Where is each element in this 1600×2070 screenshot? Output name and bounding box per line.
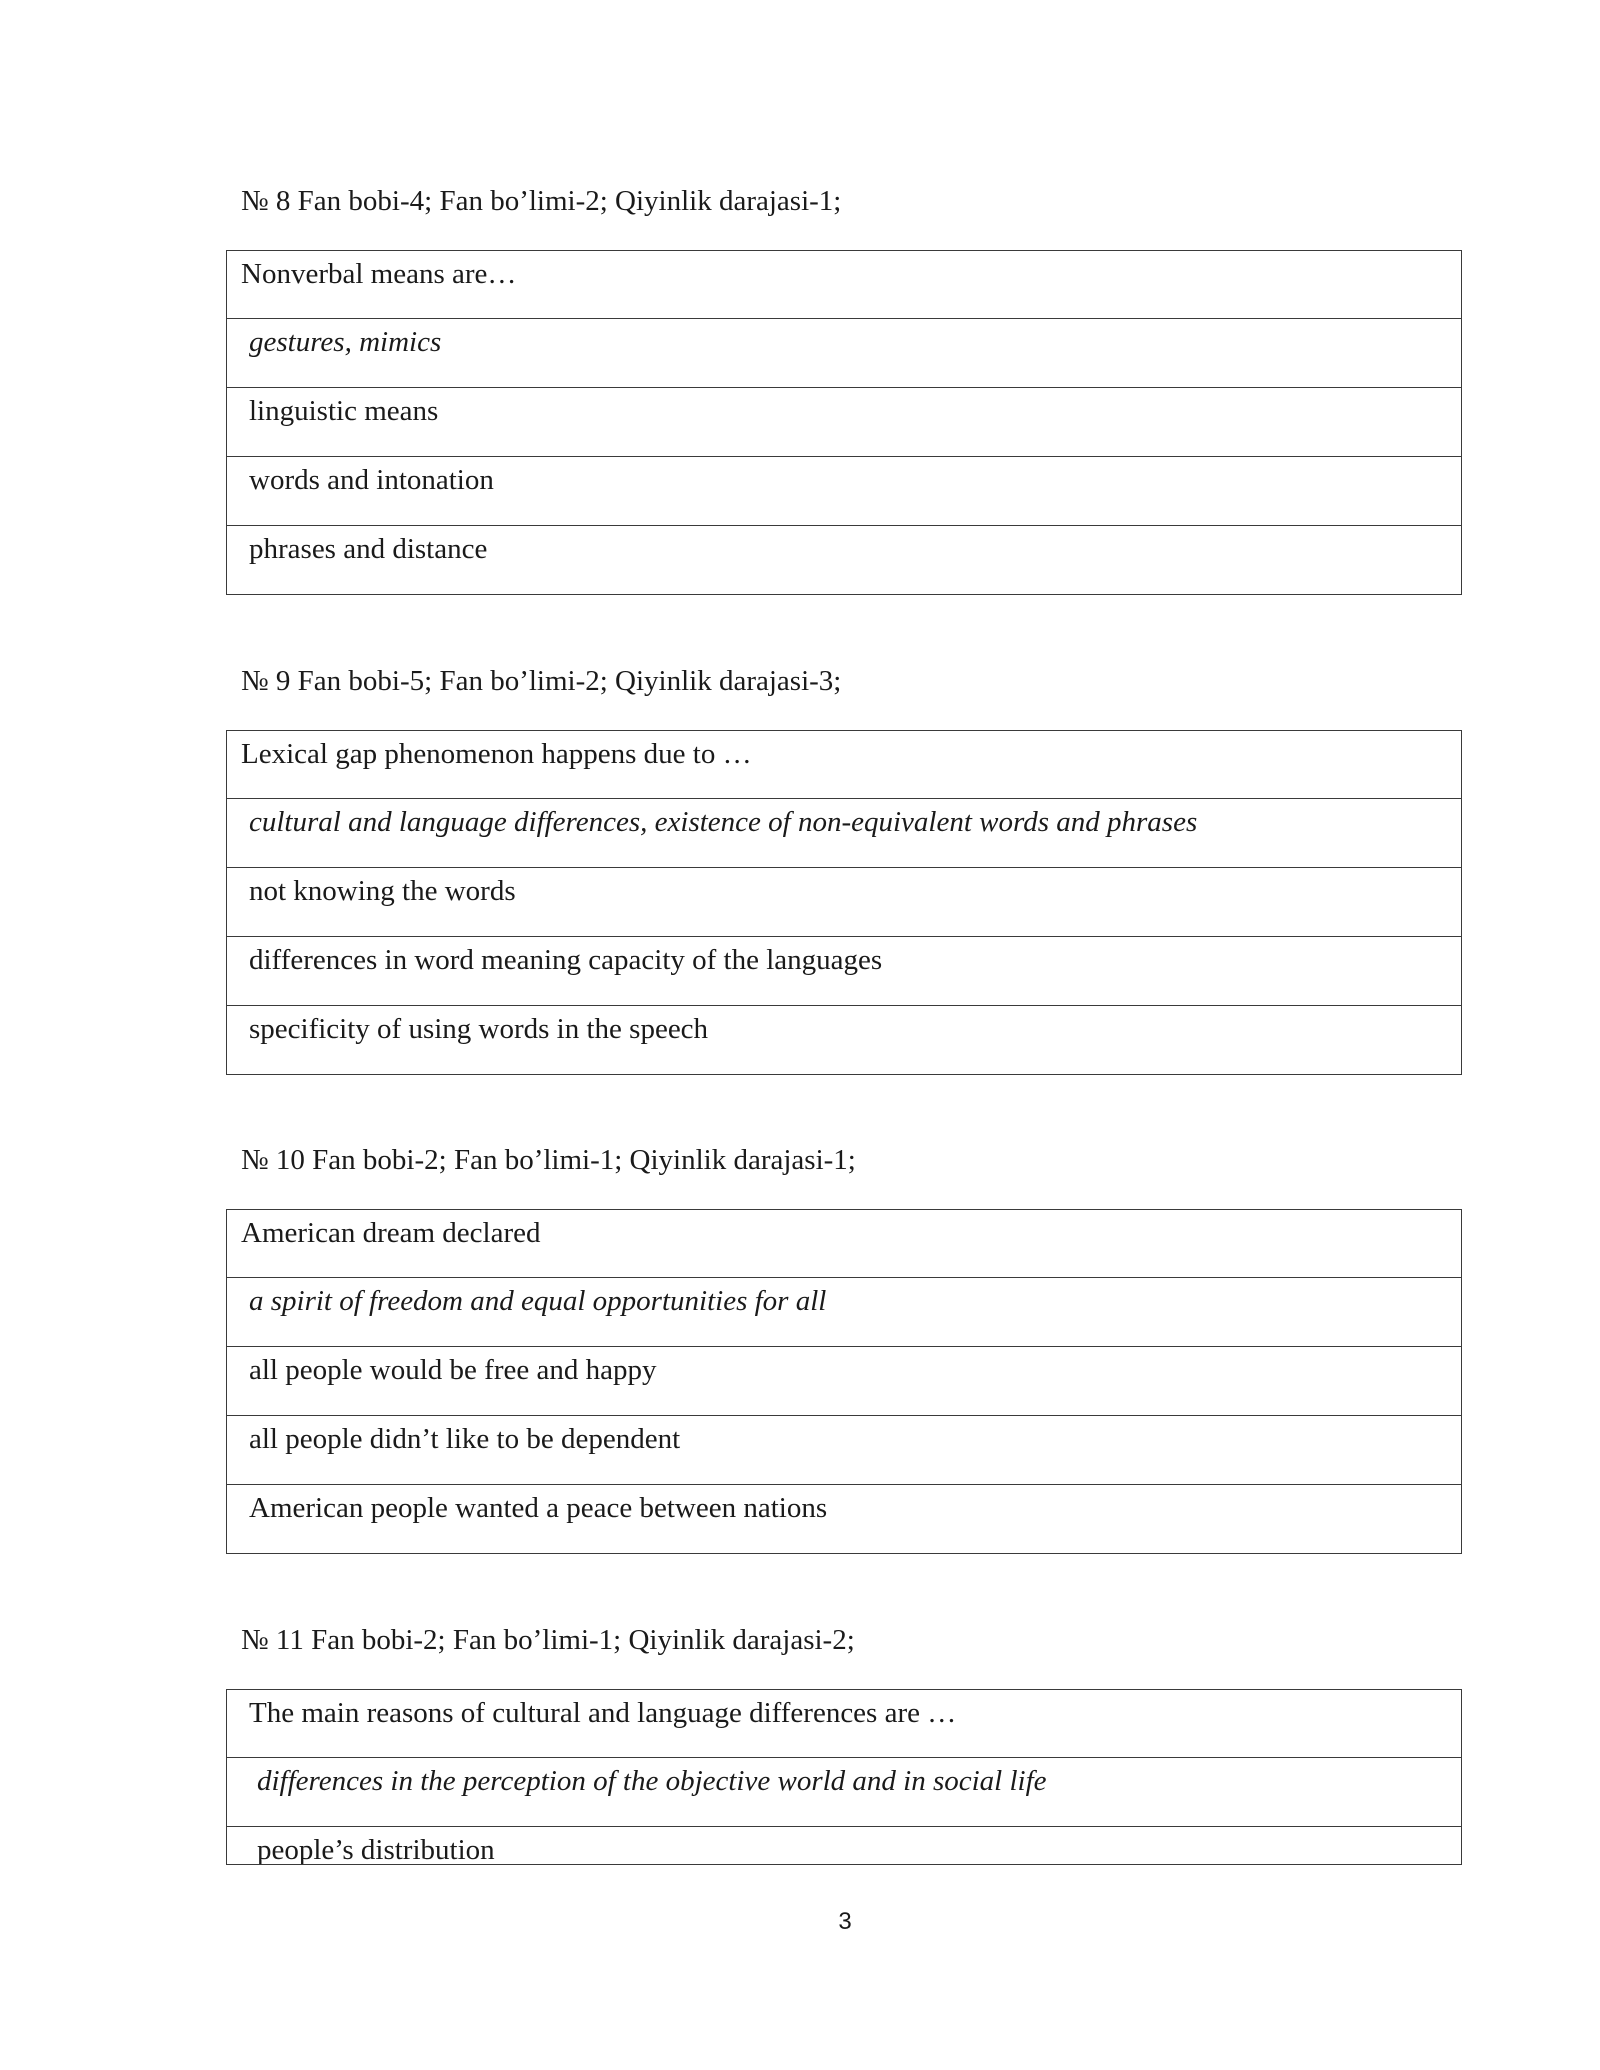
answer-option-cell <box>226 1347 1462 1416</box>
answer-option-cell <box>226 1485 1462 1554</box>
answer-option-cell <box>226 1006 1462 1075</box>
question-header: № 11 Fan bobi-2; Fan bo’limi-1; Qiyinlik darajasi-2; <box>241 1624 855 1656</box>
question-text-cell <box>226 1209 1462 1278</box>
question-header: № 8 Fan bobi-4; Fan bo’limi-2; Qiyinlik darajasi-1; <box>241 185 842 217</box>
answer-option-cell <box>226 868 1462 937</box>
correct-answer-cell <box>226 319 1462 388</box>
question-text: Nonverbal means are… <box>241 258 517 290</box>
answer-option: people’s distribution <box>257 1834 495 1865</box>
answer-option: phrases and distance <box>249 533 488 565</box>
answer-option: specificity of using words in the speech <box>249 1013 709 1045</box>
answer-option: words and intonation <box>249 464 494 496</box>
answer-option-cell <box>226 1416 1462 1485</box>
question-header: № 9 Fan bobi-5; Fan bo’limi-2; Qiyinlik darajasi-3; <box>241 665 842 697</box>
correct-answer-cell <box>226 1758 1462 1827</box>
question-text-cell <box>226 250 1462 319</box>
question-table <box>226 1209 1462 1554</box>
question-table <box>226 1689 1462 1865</box>
answer-option-cell <box>226 526 1462 595</box>
question-text-cell <box>226 1689 1462 1758</box>
answer-option: differences in word meaning capacity of the languages <box>249 944 883 976</box>
correct-answer: cultural and language differences, existence of non-equivalent words and phrases <box>249 806 1198 838</box>
question-table <box>226 250 1462 595</box>
question-header: № 10 Fan bobi-2; Fan bo’limi-1; Qiyinlik darajasi-1; <box>241 1144 856 1176</box>
correct-answer: gestures, mimics <box>249 326 442 358</box>
question-text: The main reasons of cultural and language differences are … <box>249 1697 957 1729</box>
answer-option: not knowing the words <box>249 875 516 907</box>
question-text-cell <box>226 730 1462 799</box>
answer-option: linguistic means <box>249 395 439 427</box>
answer-option-cell <box>226 937 1462 1006</box>
question-text: American dream declared <box>241 1217 541 1249</box>
correct-answer-cell <box>226 799 1462 868</box>
answer-option: all people didn’t like to be dependent <box>249 1423 681 1455</box>
answer-option-cell <box>226 388 1462 457</box>
answer-option: American people wanted a peace between nations <box>249 1492 828 1524</box>
page-number: 3 <box>838 1908 852 1935</box>
answer-option: all people would be free and happy <box>249 1354 657 1386</box>
question-table <box>226 730 1462 1075</box>
answer-option-cell <box>226 457 1462 526</box>
question-text: Lexical gap phenomenon happens due to … <box>241 738 752 770</box>
correct-answer-cell <box>226 1278 1462 1347</box>
correct-answer: differences in the perception of the objective world and in social life <box>257 1765 1047 1797</box>
answer-option-cell <box>226 1827 1462 1865</box>
correct-answer: a spirit of freedom and equal opportunities for all <box>249 1285 827 1317</box>
